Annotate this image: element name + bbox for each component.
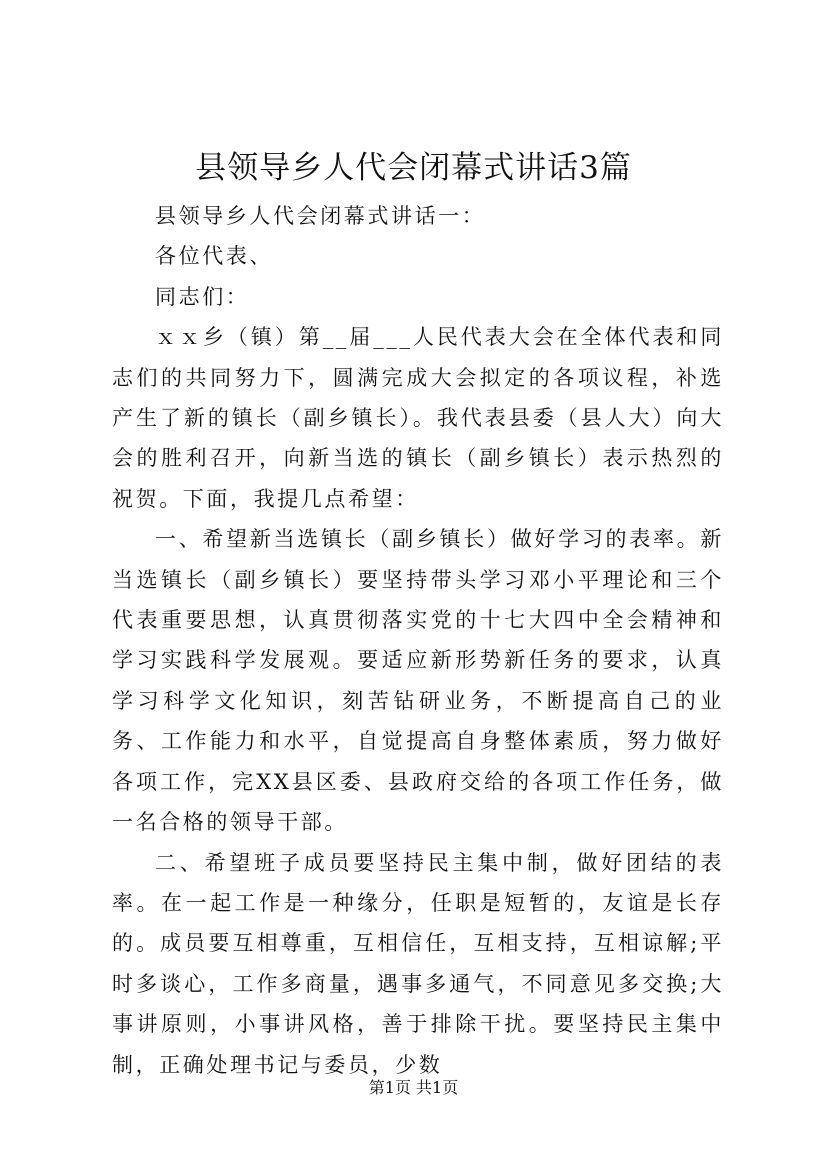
document-body [112, 196, 724, 1085]
paragraph-point-1: 一、希望新当选镇长（副乡镇长）做好学习的表率。新当选镇长（副乡镇长）要坚持带头学习邓小平理论和三个代表重要思想，认真贯彻落实党的十七大四中全会精神和学习实践科学发展观。要适应新形势新任务的要求，认真学习科学文化知识，刻苦钻研业务，不断提高自己的业务、工作能力和水平，自觉提高自身整体素质，努力做好各项工作，完XX县区委、县政府交给的各项工作任务，做一名合格的领导干部。 [112, 527, 724, 835]
paragraph-opening: ｘｘ乡（镇）第__届___人民代表大会在全体代表和同志们的共同努力下，圆满完成大会拟定的各项议程，补选产生了新的镇长（副乡镇长）。我代表县委（县人大）向大会的胜利召开，向新当选的镇长（副乡镇长）表示热烈的祝贺。下面，我提几点希望： [112, 325, 724, 511]
paragraph-point-2: 二、希望班子成员要坚持民主集中制，做好团结的表率。在一起工作是一种缘分，任职是短暂的，友谊是长存的。成员要互相尊重，互相信任，互相支持，互相谅解;平时多谈心，工作多商量，遇事多通气，不同意见多交换;大事讲原则，小事讲风格，善于排除干扰。要坚持民主集中制，正确处理书记与委员，少数 [112, 850, 724, 1077]
page-footer: 第1页 共1页 [368, 1078, 459, 1097]
document-title: 县领导乡人代会闭幕式讲话3篇 [195, 150, 632, 186]
paragraph-salutation-1: 各位代表、 [155, 244, 273, 269]
paragraph-heading: 县领导乡人代会闭幕式讲话一： [155, 204, 486, 228]
paragraph-salutation-2: 同志们： [155, 284, 250, 309]
